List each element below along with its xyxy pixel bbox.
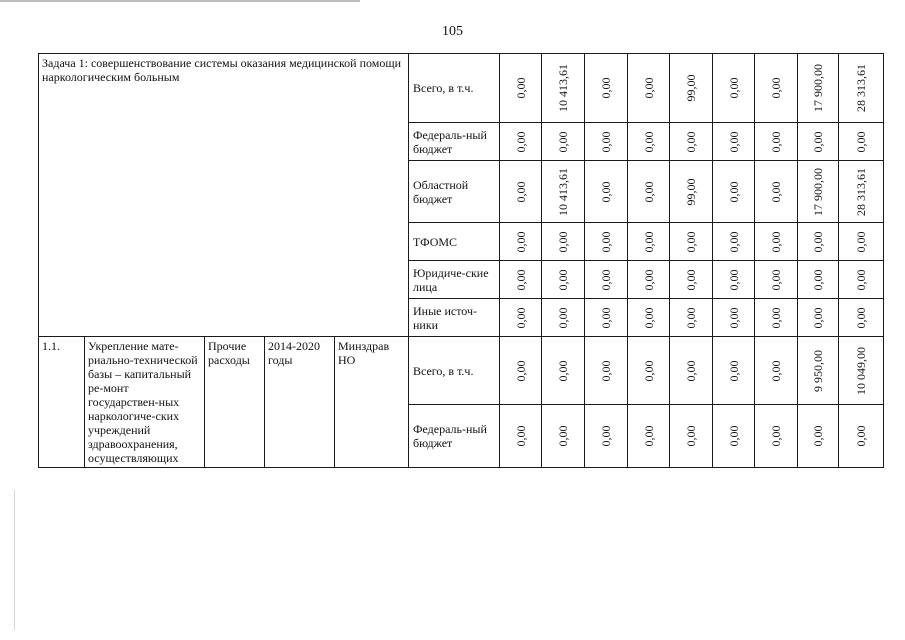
funding-source-label: Всего, в т.ч. — [409, 337, 500, 405]
value-cell — [542, 405, 585, 468]
value-text: 0,00 — [769, 181, 783, 202]
value-cell — [798, 54, 839, 123]
value-cell — [628, 299, 670, 337]
value-text: 0,00 — [684, 231, 698, 252]
value-text: 0,00 — [599, 181, 613, 202]
table-body — [39, 54, 884, 468]
value-text: 0,00 — [641, 231, 656, 252]
value-text: 10 413,61 — [556, 64, 570, 112]
value-text: 0,00 — [811, 231, 825, 252]
value-text: 0,00 — [641, 269, 656, 290]
value-cell — [839, 405, 884, 468]
value-cell — [755, 54, 798, 123]
value-text: 0,00 — [684, 425, 698, 447]
value-text: 0,00 — [726, 269, 741, 290]
item-row — [39, 337, 884, 405]
value-cell — [713, 405, 755, 468]
value-cell — [839, 123, 884, 161]
value-cell — [542, 161, 585, 223]
value-cell — [839, 223, 884, 261]
value-cell — [628, 261, 670, 299]
budget-table — [38, 53, 884, 468]
value-text: 0,00 — [726, 307, 741, 328]
value-text: 0,00 — [684, 307, 698, 328]
funding-source-label: Федераль-ный бюджет — [409, 123, 500, 161]
value-cell — [713, 337, 755, 405]
value-cell — [628, 337, 670, 405]
value-cell — [542, 261, 585, 299]
value-cell — [755, 223, 798, 261]
value-cell — [585, 161, 628, 223]
value-cell — [713, 299, 755, 337]
value-cell — [755, 123, 798, 161]
value-cell — [670, 54, 713, 123]
value-cell — [585, 261, 628, 299]
value-text: 0,00 — [641, 131, 656, 152]
value-text: 0,00 — [854, 231, 868, 252]
task-row — [39, 54, 884, 123]
executor: Минздрав НО — [338, 339, 390, 367]
value-text: 0,00 — [726, 77, 741, 99]
value-cell — [500, 223, 542, 261]
value-text: 0,00 — [513, 269, 528, 290]
value-cell — [628, 161, 670, 223]
value-cell — [670, 123, 713, 161]
value-cell — [500, 299, 542, 337]
value-text: 0,00 — [641, 77, 656, 99]
value-text: 9 950,00 — [811, 349, 825, 392]
value-text: 17 900,00 — [811, 167, 825, 216]
value-text: 0,00 — [641, 425, 656, 447]
value-cell — [713, 261, 755, 299]
value-cell — [542, 223, 585, 261]
value-cell — [585, 337, 628, 405]
value-text: 0,00 — [599, 131, 613, 152]
value-text: 0,00 — [599, 360, 613, 381]
value-text: 0,00 — [599, 231, 613, 252]
value-cell — [755, 161, 798, 223]
value-text: 0,00 — [556, 307, 570, 328]
value-text: 0,00 — [811, 307, 825, 328]
value-text: 0,00 — [556, 360, 570, 381]
value-text: 0,00 — [513, 181, 528, 202]
value-cell — [798, 161, 839, 223]
value-cell — [839, 299, 884, 337]
item-number-cell — [39, 337, 85, 468]
page-number: 105 — [442, 24, 463, 39]
value-cell — [500, 337, 542, 405]
value-cell — [500, 405, 542, 468]
value-text: 0,00 — [726, 231, 741, 252]
value-text: 0,00 — [769, 231, 783, 252]
funding-source-label: Иные источ-ники — [409, 299, 500, 337]
scan-left-mark — [14, 490, 15, 630]
value-text: 0,00 — [854, 131, 868, 152]
value-text: 0,00 — [599, 269, 613, 290]
implementation-period: 2014-2020 годы — [268, 339, 320, 367]
value-cell — [585, 223, 628, 261]
value-cell — [585, 123, 628, 161]
value-text: 0,00 — [769, 269, 783, 290]
value-text: 0,00 — [854, 269, 868, 290]
value-text: 0,00 — [684, 360, 698, 381]
value-text: 17 900,00 — [811, 64, 825, 112]
value-cell — [670, 405, 713, 468]
value-text: 0,00 — [769, 77, 783, 99]
value-text: 0,00 — [684, 269, 698, 290]
value-cell — [713, 123, 755, 161]
value-text: 10 413,61 — [556, 167, 570, 216]
value-text: 0,00 — [726, 425, 741, 447]
value-text: 0,00 — [769, 131, 783, 152]
expense-type: Прочие расходы — [208, 339, 250, 367]
value-text: 0,00 — [811, 131, 825, 152]
value-text: 28 313,61 — [854, 167, 868, 216]
value-cell — [755, 405, 798, 468]
funding-source-label: ТФОМС — [409, 223, 500, 261]
value-cell — [670, 223, 713, 261]
value-text: 0,00 — [513, 131, 528, 152]
value-text: 0,00 — [599, 77, 613, 99]
value-cell — [713, 161, 755, 223]
value-text: 0,00 — [513, 307, 528, 328]
funding-source-label: Юридиче-ские лица — [409, 261, 500, 299]
value-text: 0,00 — [513, 360, 528, 381]
expense-type-cell — [205, 337, 265, 468]
value-cell — [755, 299, 798, 337]
executor-cell — [335, 337, 409, 468]
value-cell — [628, 223, 670, 261]
value-text: 0,00 — [684, 131, 698, 152]
value-text: 0,00 — [556, 131, 570, 152]
value-text: 0,00 — [854, 307, 868, 328]
value-text: 28 313,61 — [854, 64, 868, 112]
value-cell — [839, 54, 884, 123]
value-cell — [670, 337, 713, 405]
item-number: 1.1. — [42, 339, 60, 353]
funding-source-label: Федераль-ный бюджет — [409, 405, 500, 468]
value-text: 0,00 — [726, 360, 741, 381]
value-cell — [628, 405, 670, 468]
value-cell — [628, 123, 670, 161]
value-cell — [670, 161, 713, 223]
value-text: 0,00 — [513, 231, 528, 252]
value-text: 0,00 — [556, 425, 570, 447]
value-cell — [670, 299, 713, 337]
value-text: 0,00 — [854, 425, 868, 447]
value-cell — [542, 337, 585, 405]
value-cell — [798, 299, 839, 337]
value-text: 99,00 — [684, 74, 698, 102]
value-cell — [500, 54, 542, 123]
value-cell — [839, 161, 884, 223]
implementation-period-cell — [265, 337, 335, 468]
value-cell — [839, 261, 884, 299]
value-cell — [585, 405, 628, 468]
value-cell — [542, 54, 585, 123]
value-text: 0,00 — [811, 425, 825, 447]
value-text: 0,00 — [641, 360, 656, 381]
value-cell — [798, 337, 839, 405]
value-cell — [755, 261, 798, 299]
value-text: 0,00 — [641, 181, 656, 202]
value-cell — [542, 123, 585, 161]
value-text: 0,00 — [769, 425, 783, 447]
value-cell — [500, 161, 542, 223]
value-cell — [670, 261, 713, 299]
value-cell — [585, 54, 628, 123]
value-text: 0,00 — [556, 231, 570, 252]
value-cell — [798, 261, 839, 299]
value-text: 0,00 — [556, 269, 570, 290]
value-cell — [755, 337, 798, 405]
value-text: 0,00 — [811, 269, 825, 290]
scan-top-edge — [0, 0, 360, 2]
value-cell — [798, 123, 839, 161]
value-cell — [542, 299, 585, 337]
value-text: 0,00 — [599, 307, 613, 328]
value-cell — [628, 54, 670, 123]
value-cell — [500, 123, 542, 161]
value-text: 0,00 — [726, 131, 741, 152]
task-title: Задача 1: совершенствование системы оказания медицинской помощи наркологическим больным — [39, 54, 409, 337]
value-text: 0,00 — [641, 307, 656, 328]
value-text: 0,00 — [726, 181, 741, 202]
value-text: 0,00 — [599, 425, 613, 447]
item-name-cell — [85, 337, 205, 468]
value-cell — [798, 405, 839, 468]
funding-source-label: Областной бюджет — [409, 161, 500, 223]
value-cell — [798, 223, 839, 261]
value-cell — [585, 299, 628, 337]
value-text: 0,00 — [513, 425, 528, 447]
item-name: Укрепление мате-риально-технической базы – капитальный ре-монт государствен-ных наркологиче-ских учреждений здравоохранения, осуществляющих — [88, 339, 198, 465]
value-cell — [500, 261, 542, 299]
value-text: 10 049,00 — [854, 346, 868, 395]
value-text: 0,00 — [769, 360, 783, 381]
value-text: 0,00 — [769, 307, 783, 328]
value-cell — [713, 54, 755, 123]
funding-source-label: Всего, в т.ч. — [409, 54, 500, 123]
value-cell — [839, 337, 884, 405]
value-text: 0,00 — [513, 77, 528, 99]
value-text: 99,00 — [684, 178, 698, 205]
value-cell — [713, 223, 755, 261]
